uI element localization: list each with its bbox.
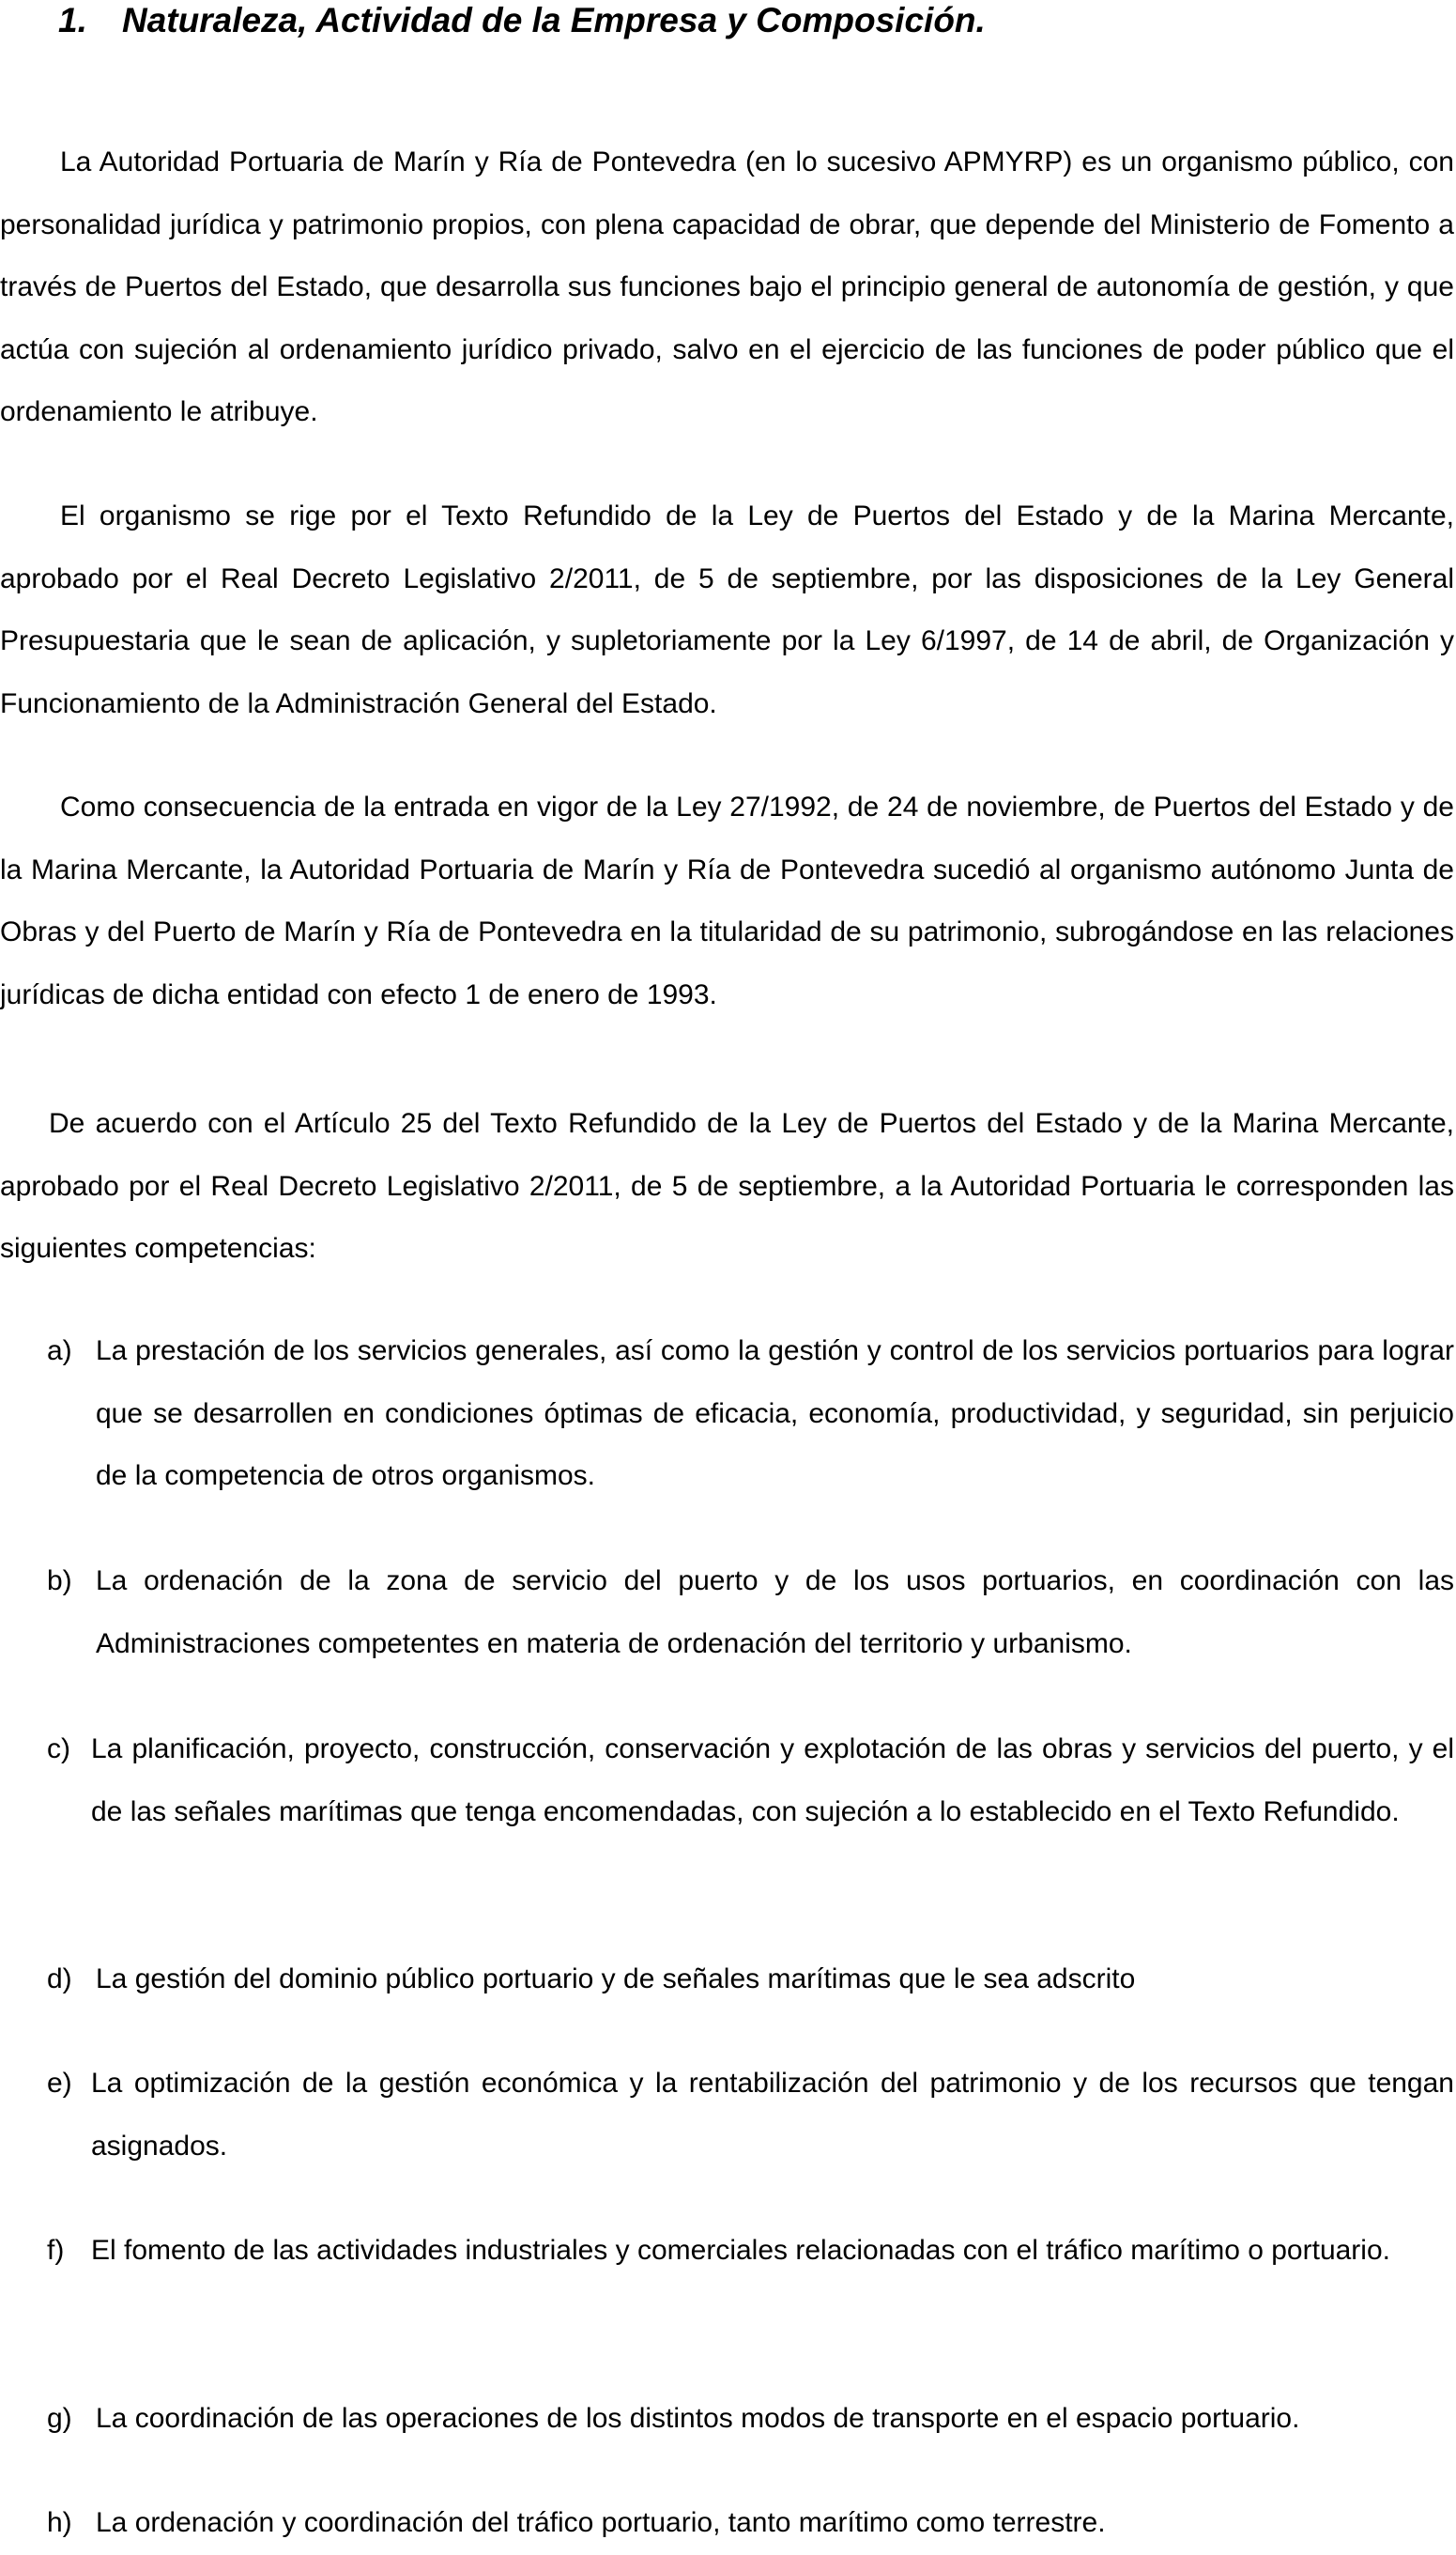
- paragraph-naturaleza: La Autoridad Portuaria de Marín y Ría de Pontevedra (en lo sucesivo APMYRP) es un organismo público, con personalidad jurídica y patrimonio propios, con plena capacidad de obrar, que depende del Ministerio de Fomento a través de Puertos del Estado, que desarrolla sus funciones bajo el principio general de autonomía de gestión, y que actúa con sujeción al ordenamiento jurídico privado, salvo en el ejercicio de las funciones de poder público que el ordenamiento le atribuye.: [0, 146, 1454, 427]
- list-item-text: La ordenación y coordinación del tráfico portuario, tanto marítimo como terrestre.: [96, 2507, 1106, 2538]
- paragraph-sucesion: Como consecuencia de la entrada en vigor de la Ley 27/1992, de 24 de noviembre, de Puertos del Estado y de la Marina Mercante, la Autoridad Portuaria de Marín y Ría de Pontevedra sucedió al organismo autónomo Junta de Obras y del Puerto de Marín y Ría de Pontevedra en la titularidad de su patrimonio, subrogándose en las relaciones jurídicas de dicha entidad con efecto 1 de enero de 1993.: [0, 792, 1454, 1010]
- list-marker: g): [47, 2403, 72, 2434]
- section-title: Naturaleza, Actividad de la Empresa y Composición.: [122, 1, 986, 39]
- list-item: [0, 1718, 1454, 1843]
- list-item-text: La coordinación de las operaciones de los distintos modos de transporte en el espacio portuario.: [96, 2403, 1300, 2434]
- list-item-text: La planificación, proyecto, construcción, conservación y explotación de las obras y servicios del puerto, y el de las señales marítimas que tenga encomendadas, con sujeción a lo establecido en el Texto Refundido.: [91, 1733, 1454, 1827]
- section-number: 1.: [58, 1, 87, 39]
- list-item-text: La optimización de la gestión económica y la rentabilización del patrimonio y de los recursos que tengan asignados.: [91, 2068, 1454, 2162]
- list-marker: d): [47, 1963, 72, 1994]
- list-item: [0, 2492, 1454, 2555]
- list-marker: e): [47, 2068, 72, 2099]
- paragraph-competencias: De acuerdo con el Artículo 25 del Texto Refundido de la Ley de Puertos del Estado y de la Marina Mercante, aprobado por el Real Decreto Legislativo 2/2011, de 5 de septiembre, a la Autoridad Portuaria le corresponden las siguientes competencias:: [0, 1108, 1454, 1264]
- list-marker: b): [47, 1565, 72, 1596]
- list-item-text: La prestación de los servicios generales, así como la gestión y control de los servicios portuarios para lograr que se desarrollen en condiciones óptimas de eficacia, economía, productividad, y seguridad, sin perjuicio de la competencia de otros organismos.: [96, 1335, 1454, 1491]
- list-marker: h): [47, 2507, 72, 2538]
- section-heading: [58, 0, 986, 41]
- list-item-text: La gestión del dominio público portuario y de señales marítimas que le sea adscrito: [96, 1963, 1136, 1994]
- list-item: [0, 2220, 1454, 2283]
- list-item: [0, 2053, 1454, 2178]
- list-item: [0, 1320, 1454, 1508]
- paragraph-regimen: El organismo se rige por el Texto Refundido de la Ley de Puertos del Estado y de la Marina Mercante, aprobado por el Real Decreto Legislativo 2/2011, de 5 de septiembre, por las disposiciones de la Ley General Presupuestaria que le sean de aplicación, y supletoriamente por la Ley 6/1997, de 14 de abril, de Organización y Funcionamiento de la Administración General del Estado.: [0, 500, 1454, 719]
- list-item: [0, 1550, 1454, 1675]
- list-marker: c): [47, 1733, 70, 1764]
- list-item: [0, 2388, 1454, 2451]
- list-item-text: El fomento de las actividades industriales y comerciales relacionadas con el tráfico marítimo o portuario.: [91, 2235, 1390, 2266]
- list-item-text: La ordenación de la zona de servicio del puerto y de los usos portuarios, en coordinación con las Administraciones competentes en materia de ordenación del territorio y urbanismo.: [96, 1565, 1454, 1659]
- list-item: [0, 1948, 1454, 2011]
- list-marker: a): [47, 1335, 72, 1366]
- list-marker: f): [47, 2235, 65, 2266]
